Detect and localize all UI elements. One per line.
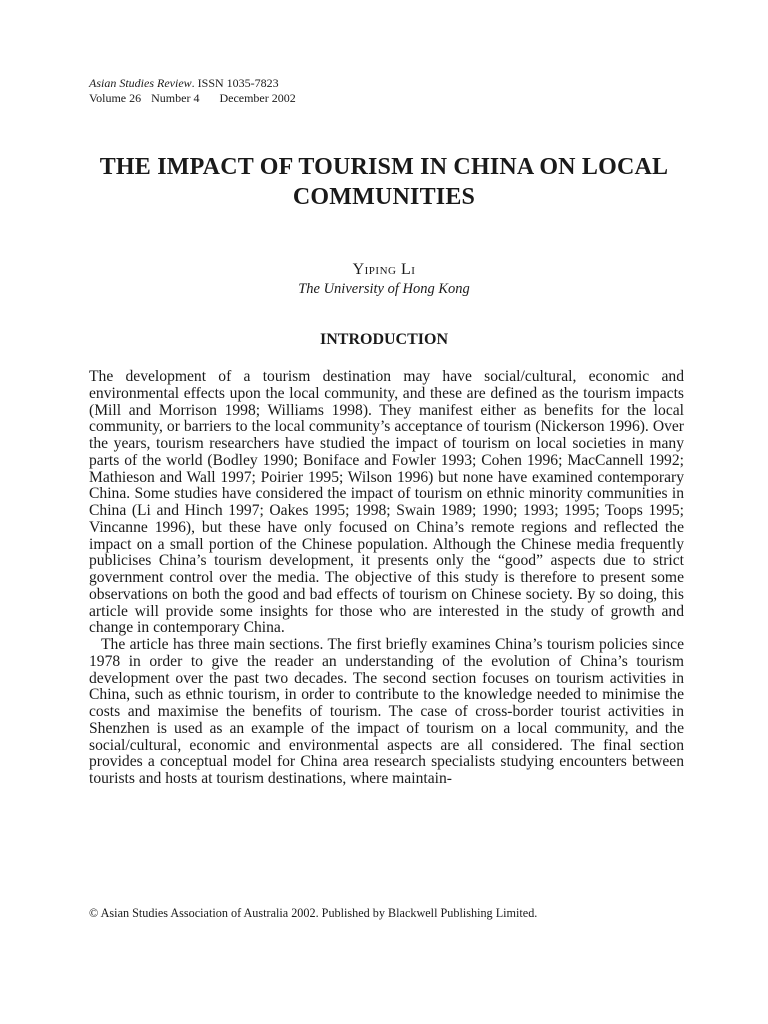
journal-date: December 2002: [219, 91, 296, 105]
journal-name: Asian Studies Review: [89, 76, 192, 90]
article-title: THE IMPACT OF TOURISM IN CHINA ON LOCAL COMMUNITIES: [99, 154, 669, 210]
journal-number: Number 4: [151, 91, 200, 105]
copyright-footer: © Asian Studies Association of Australia 2002. Published by Blackwell Publishing Limited.: [89, 906, 538, 920]
journal-issn: . ISSN 1035-7823: [191, 76, 279, 90]
section-heading: INTRODUCTION: [319, 331, 448, 348]
body-paragraph: The article has three main sections. The first briefly examines China’s tourism policies since 1978 in order to give the reader an understanding of the evolution of China’s tourism development over the past two decades. The second section focuses on tourism activities in China, such as ethnic tourism, in order to contribute to the knowledge needed to minimise the costs and maximise the benefits of tourism. The case of cross-border tourist activities in Shenzhen is used as an example of the impact of tourism on a local community, and the social/cultural, economic and environmental aspects are all considered. The final section provides a conceptual model for China area research specialists studying encounters between tourists and hosts at tourism destinations, where maintain-: [89, 636, 684, 787]
article-author: Yiping Li: [352, 261, 416, 278]
author-affiliation: The University of Hong Kong: [298, 281, 470, 297]
journal-header: [89, 76, 296, 106]
body-paragraph: The development of a tourism destination may have social/cultural, economic and environmental effects upon the local community, and these are defined as the tourism impacts (Mill and Morrison 1998; Williams 1998). They manifest either as benefits for the local community, or barriers to the local community’s acceptance of tourism (Nickerson 1996). Over the years, tourism researchers have studied the impact of tourism on local societies in many parts of the world (Bodley 1990; Boniface and Fowler 1993; Cohen 1996; MacCannell 1992; Mathieson and Wall 1997; Poirier 1995; Wilson 1996) but none have examined contemporary China. Some studies have considered the impact of tourism on ethnic minority communities in China (Li and Hinch 1997; Oakes 1995; 1998; Swain 1989; 1990; 1993; 1995; Toops 1995; Vincanne 1996), but these have only focused on China’s remote regions and reflected the impact on a small portion of the Chinese population. Although the Chinese media frequently publicises China’s tourism development, it presents only the “good” aspects due to strict government control over the media. The objective of this study is therefore to present some observations on both the good and bad effects of tourism on Chinese society. By so doing, this article will provide some insights for those who are interested in the study of growth and change in contemporary China.: [89, 368, 684, 637]
journal-line-1: [89, 76, 296, 91]
journal-volume: Volume 26: [89, 91, 142, 105]
article-body: [89, 369, 684, 788]
journal-line-2: [89, 91, 296, 106]
